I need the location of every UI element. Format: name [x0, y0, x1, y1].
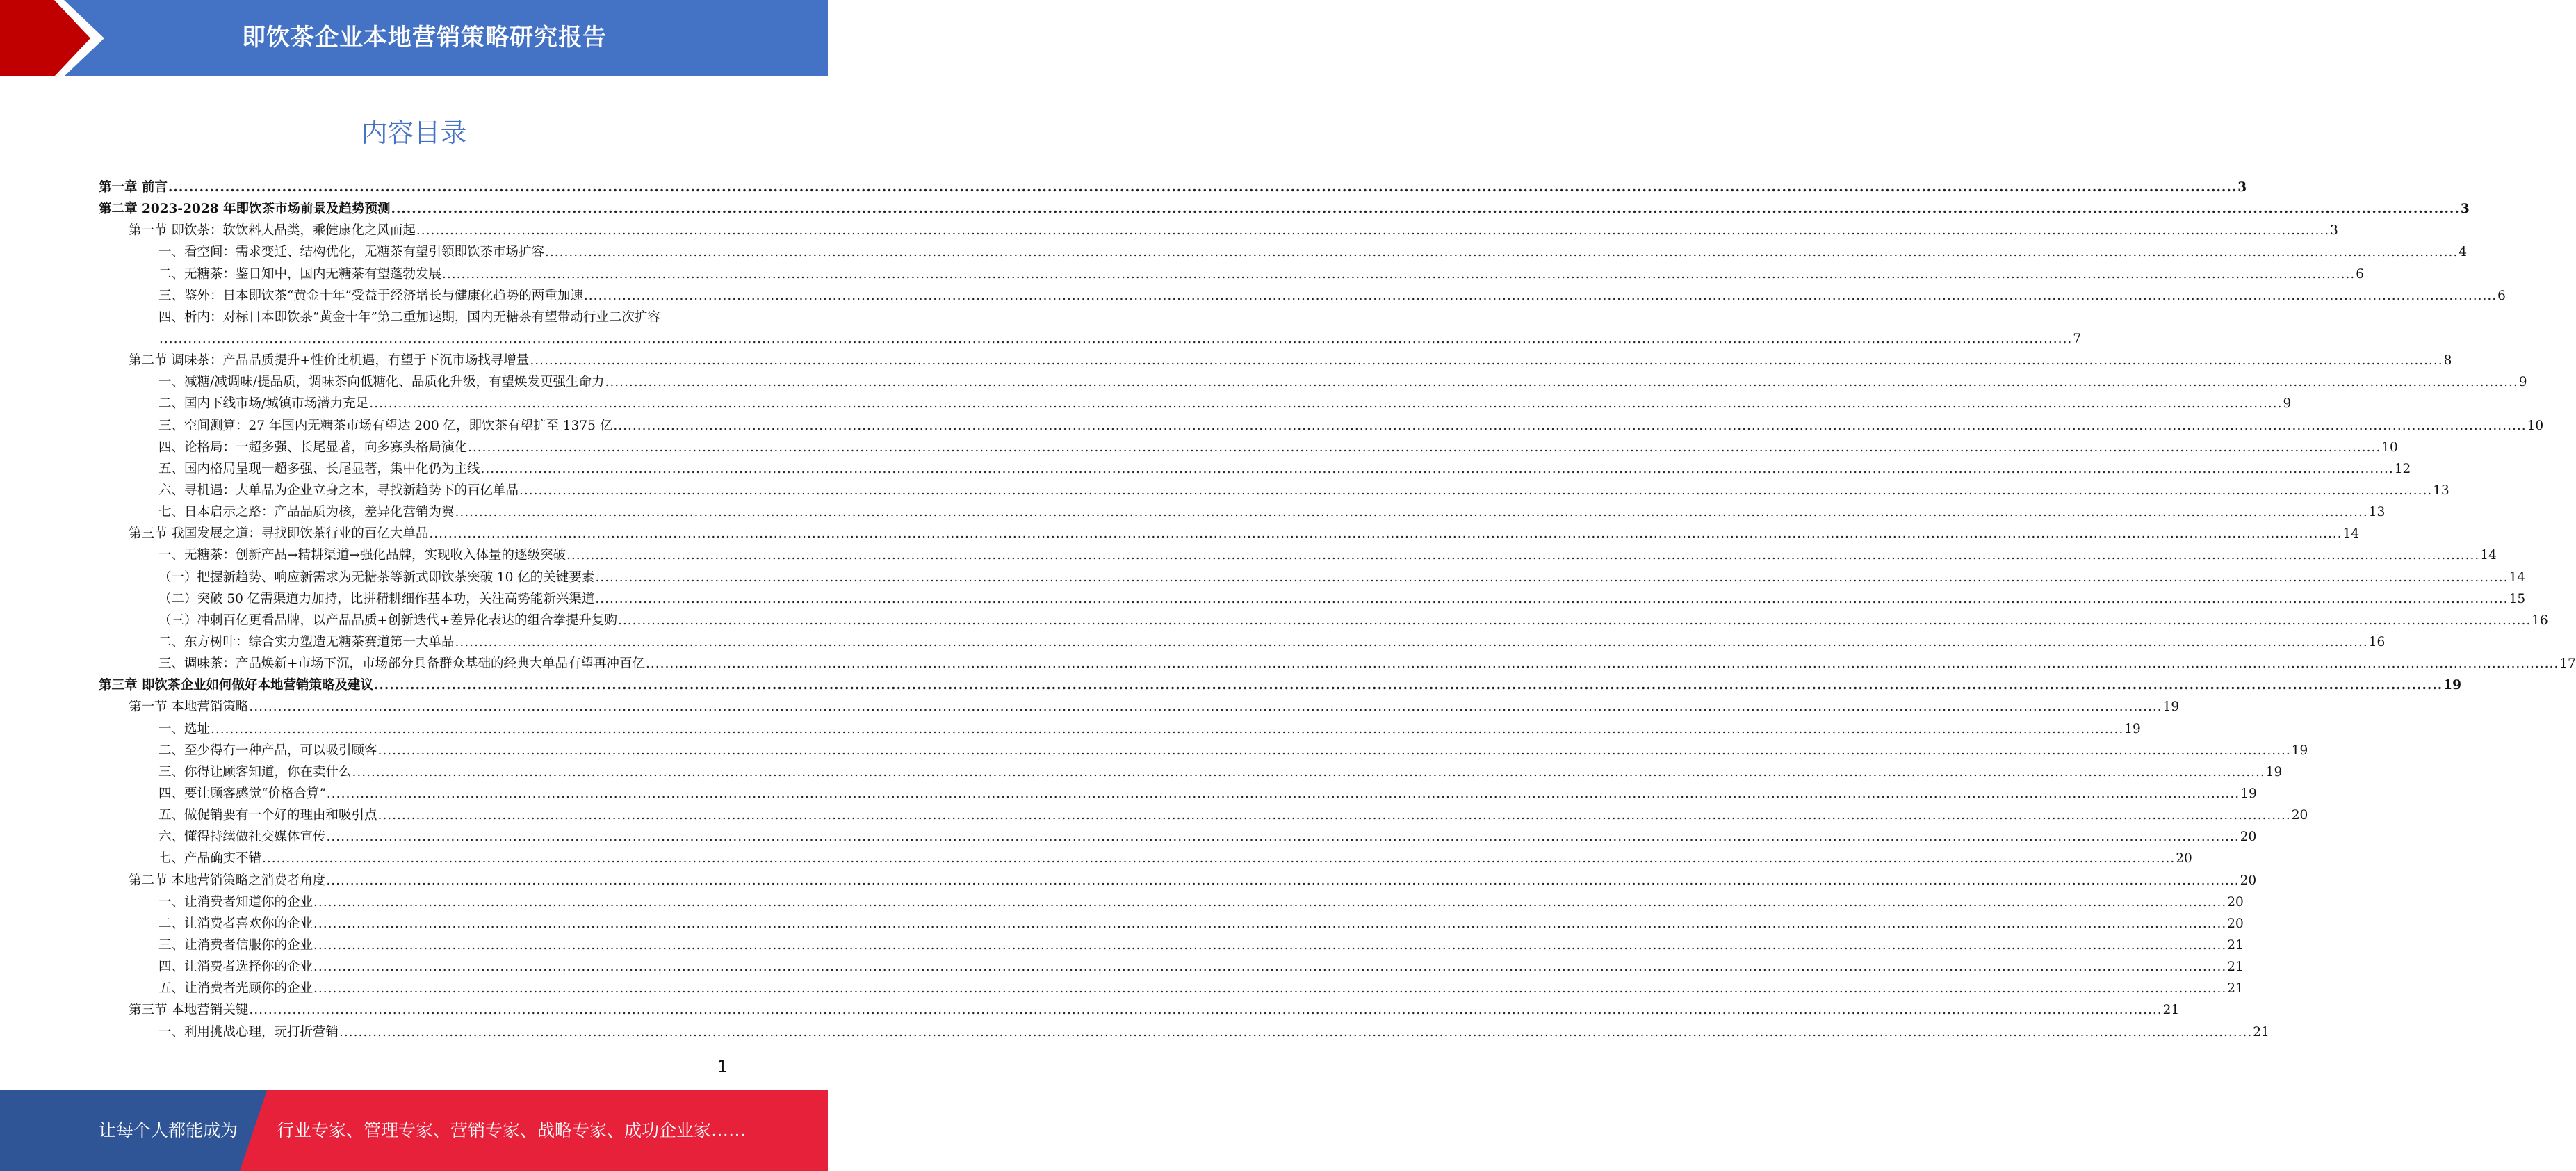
toc-entry-title: 七、日本启示之路：产品品质为核，差异化营销为翼 [158, 505, 455, 520]
toc-entry-page: 20 [2176, 851, 2192, 866]
toc-entry[interactable] [99, 740, 2308, 761]
toc-entry-title: （三）冲刺百亿更看品牌，以产品品质+创新迭代+差异化表达的组合拳提升复购 [158, 613, 618, 628]
toc-entry[interactable] [99, 177, 2247, 198]
toc-leader-dots: ................................................................................................................................................................................................................................................................................................................................................................................................................ [391, 202, 2460, 217]
toc-entry-page: 9 [2518, 375, 2527, 390]
toc-entry-page: 21 [2253, 1024, 2269, 1040]
toc-entry-title: 第二节 本地营销策略之消费者角度 [129, 873, 326, 888]
toc-entry[interactable] [99, 1021, 2269, 1043]
toc-entry-page: 20 [2227, 916, 2244, 931]
toc-entry-page: 19 [2443, 678, 2461, 693]
toc-entry-title: 第三节 本地营销关键 [129, 1003, 249, 1018]
toc-entry-page: 10 [2527, 418, 2544, 433]
toc-entry[interactable] [99, 415, 2544, 437]
footer-banner [0, 1090, 828, 1171]
toc-leader-dots: ................................................................................................................................................................................................................................................................................................................................................................................................................ [352, 764, 2265, 780]
toc-entry-title: 第二章 2023-2028 年即饮茶市场前景及趋势预测 [99, 202, 391, 217]
toc-leader-dots: ................................................................................................................................................................................................................................................................................................................................................................................................................ [326, 873, 2240, 888]
toc-entry[interactable] [99, 696, 2180, 718]
toc-entry-title: 七、产品确实不错 [158, 851, 262, 866]
toc-entry-title: 四、论格局：一超多强、长尾显著，向多寡头格局演化 [158, 439, 468, 455]
toc-entry-page: 8 [2443, 353, 2452, 369]
toc-entry-page: 13 [2368, 505, 2386, 520]
toc-entry-title: 一、让消费者知道你的企业 [158, 894, 313, 910]
toc-entry-title: 四、析内：对标日本即饮茶“黄金十年”第二重加速期，国内无糖茶有望带动行业二次扩容 [158, 309, 660, 325]
toc-leader-dots: ................................................................................................................................................................................................................................................................................................................................................................................................................ [530, 353, 2443, 369]
toc-leader-dots: ................................................................................................................................................................................................................................................................................................................................................................................................................ [618, 613, 2532, 628]
toc-entry-page: 21 [2162, 1003, 2180, 1018]
toc-entry[interactable] [99, 913, 2244, 935]
toc-entry[interactable] [99, 220, 2338, 241]
toc-entry[interactable] [99, 826, 2257, 848]
toc-entry-title: 五、国内格局呈现一超多强、长尾显著，集中化仍为主线 [158, 461, 480, 476]
toc-leader-dots: ................................................................................................................................................................................................................................................................................................................................................................................................................ [595, 570, 2509, 585]
toc-entry-title: 一、看空间：需求变迁、结构优化，无糖茶有望引领即饮茶市场扩容 [158, 245, 545, 260]
toc-entry[interactable] [99, 393, 2292, 414]
toc-entry-title: 一、减糖/减调味/提品质，调味茶向低糖化、品质化升级，有望焕发更强生命力 [158, 375, 605, 390]
toc-entry[interactable] [99, 501, 2386, 523]
footer-slogan-left: 让每个人都能成为 [99, 1120, 238, 1140]
toc-entry[interactable] [99, 264, 2365, 285]
toc-entry-title: 第一章 前言 [99, 180, 168, 195]
toc-leader-dots: ................................................................................................................................................................................................................................................................................................................................................................................................................ [583, 288, 2497, 303]
report-title: 即饮茶企业本地营销策略研究报告 [242, 24, 607, 51]
toc-entry-title: 二、东方树叶：综合实力塑造无糖茶赛道第一大单品 [158, 634, 455, 649]
toc-leader-dots: ................................................................................................................................................................................................................................................................................................................................................................................................................ [339, 1024, 2253, 1040]
toc-leader-dots: ................................................................................................................................................................................................................................................................................................................................................................................................................ [416, 223, 2330, 239]
toc-entry-title: 一、利用挑战心理，玩打折营销 [158, 1024, 339, 1040]
toc-entry-page: 20 [2240, 873, 2257, 888]
toc-entry[interactable] [99, 458, 2411, 480]
toc-leader-dots: ................................................................................................................................................................................................................................................................................................................................................................................................................ [249, 1003, 2162, 1018]
toc-entry-title: （一）把握新趋势、响应新需求为无糖茶等新式即饮茶突破 10 亿的关键要素 [158, 570, 595, 585]
toc-entry[interactable] [99, 350, 2452, 371]
toc-entry[interactable] [99, 891, 2244, 913]
toc-leader-dots: ................................................................................................................................................................................................................................................................................................................................................................................................................ [613, 418, 2527, 433]
toc-entry-page: 19 [2265, 764, 2283, 780]
toc-entry-title: 五、让消费者光顾你的企业 [158, 981, 313, 996]
toc-leader-dots: ................................................................................................................................................................................................................................................................................................................................................................................................................ [373, 678, 2443, 693]
toc-entry-page: 4 [2459, 245, 2468, 260]
toc-entry-page: 13 [2433, 483, 2449, 498]
toc-leader-dots: ................................................................................................................................................................................................................................................................................................................................................................................................................ [262, 851, 2176, 866]
toc-entry[interactable] [99, 307, 2082, 350]
toc-entry-page: 19 [2240, 786, 2257, 801]
toc-entry-page: 21 [2227, 937, 2244, 953]
toc-entry-title: 五、做促销要有一个好的理由和吸引点 [158, 808, 377, 823]
toc-entry-title: 二、至少得有一种产品，可以吸引顾客 [158, 743, 377, 758]
page-number: 1 [717, 1057, 728, 1076]
toc-entry-page: 3 [2237, 180, 2247, 195]
toc-entry[interactable] [99, 544, 2497, 566]
toc-leader-dots: ................................................................................................................................................................................................................................................................................................................................................................................................................ [313, 937, 2227, 953]
toc-entry[interactable] [99, 567, 2526, 588]
toc-entry-title: 三、让消费者信服你的企业 [158, 937, 313, 953]
toc-entry-page: 12 [2394, 461, 2411, 476]
toc-entry-page: 14 [2342, 526, 2360, 542]
toc-entry-page: 6 [2497, 288, 2506, 303]
toc-entry-page: 20 [2240, 830, 2257, 845]
toc-entry-title: （二）突破 50 亿需渠道力加持，比拼精耕细作基本功，关注高势能新兴渠道 [158, 591, 595, 606]
toc-entry[interactable] [99, 848, 2192, 869]
toc-entry[interactable] [99, 588, 2526, 610]
toc-entry-page: 3 [2330, 223, 2338, 239]
toc-entry-title: 二、让消费者喜欢你的企业 [158, 916, 313, 931]
toc-entry-page: 3 [2460, 202, 2470, 217]
toc-entry-page: 16 [2532, 613, 2548, 628]
toc-leader-dots: ................................................................................................................................................................................................................................................................................................................................................................................................................ [442, 266, 2356, 282]
toc-entry[interactable] [99, 978, 2244, 999]
toc-entry-title: 第三节 我国发展之道：寻找即饮茶行业的百亿大单品 [129, 526, 429, 542]
toc-leader-dots: ................................................................................................................................................................................................................................................................................................................................................................................................................ [377, 808, 2291, 823]
toc-entry-page: 9 [2283, 396, 2292, 412]
toc-entry[interactable] [99, 198, 2470, 220]
toc-entry-title: 第一节 本地营销策略 [129, 700, 249, 715]
toc-entry[interactable] [99, 956, 2244, 978]
toc-leader-dots: ................................................................................................................................................................................................................................................................................................................................................................................................................ [429, 526, 2342, 542]
toc-entry-page: 14 [2480, 548, 2497, 563]
toc-entry-title: 三、鉴外：日本即饮茶“黄金十年”受益于经济增长与健康化趋势的两重加速 [158, 288, 583, 303]
toc-leader-dots: ................................................................................................................................................................................................................................................................................................................................................................................................................ [168, 180, 2237, 195]
header-banner [0, 0, 828, 76]
toc-entry-title: 三、空间测算：27 年国内无糖茶市场有望达 200 亿，即饮茶有望扩至 1375 亿 [158, 418, 613, 433]
toc-entry-title: 第三章 即饮茶企业如何做好本地营销策略及建议 [99, 678, 373, 693]
toc-entry-page: 19 [2291, 743, 2308, 758]
toc-leader-dots: ................................................................................................................................................................................................................................................................................................................................................................................................................ [326, 830, 2240, 845]
toc-entry-page: 17 [2559, 656, 2576, 672]
toc-leader-dots: ................................................................................................................................................................................................................................................................................................................................................................................................................ [480, 461, 2394, 476]
toc-entry[interactable] [99, 610, 2548, 631]
toc-leader-dots: ................................................................................................................................................................................................................................................................................................................................................................................................................ [646, 656, 2559, 672]
toc-leader-dots: ................................................................................................................................................................................................................................................................................................................................................................................................................ [455, 505, 2368, 520]
toc-entry-page: 14 [2509, 570, 2526, 585]
toc-leader-dots: ................................................................................................................................................................................................................................................................................................................................................................................................................ [545, 245, 2459, 260]
toc-entry-page: 19 [2162, 700, 2180, 715]
toc-entry[interactable] [99, 761, 2283, 783]
toc-entry-title: 一、无糖茶：创新产品→精耕渠道→强化品牌，实现收入体量的逐级突破 [158, 548, 566, 563]
toc-leader-dots: ................................................................................................................................................................................................................................................................................................................................................................................................................ [605, 375, 2518, 390]
toc-leader-dots: ................................................................................................................................................................................................................................................................................................................................................................................................................ [313, 894, 2227, 910]
toc-entry-title: 第二节 调味茶：产品品质提升+性价比机遇，有望于下沉市场找寻增量 [129, 353, 530, 369]
toc-entry[interactable] [99, 783, 2257, 805]
footer-slogan-right: 行业专家、管理专家、营销专家、战略专家、成功企业家…… [277, 1120, 747, 1140]
toc-entry-title: 二、无糖茶：鉴日知中，国内无糖茶有望蓬勃发展 [158, 266, 442, 282]
toc-entry-title: 六、懂得持续做社交媒体宣传 [158, 830, 326, 845]
toc-entry-page: 21 [2227, 981, 2244, 996]
toc-entry-title: 四、让消费者选择你的企业 [158, 960, 313, 975]
toc-entry[interactable] [99, 480, 2449, 501]
toc-entry[interactable] [99, 999, 2180, 1021]
toc-entry-page: 7 [2073, 331, 2082, 346]
toc-entry[interactable] [99, 935, 2244, 956]
toc-entry[interactable] [99, 718, 2141, 740]
toc-heading: 内容目录 [361, 118, 467, 148]
toc-leader-dots: ................................................................................................................................................................................................................................................................................................................................................................................................................ [249, 700, 2162, 715]
toc-leader-dots: ................................................................................................................................................................................................................................................................................................................................................................................................................ [211, 721, 2124, 736]
toc-leader-dots: ................................................................................................................................................................................................................................................................................................................................................................................................................ [566, 548, 2480, 563]
toc-leader-dots: ................................................................................................................................................................................................................................................................................................................................................................................................................ [313, 916, 2227, 931]
toc-leader-dots: ................................................................................................................................................................................................................................................................................................................................................................................................................ [313, 981, 2227, 996]
toc-leader-dots: ................................................................................................................................................................................................................................................................................................................................................................................................................ [326, 786, 2240, 801]
toc-leader-dots: ................................................................................................................................................................................................................................................................................................................................................................................................................ [468, 439, 2381, 455]
toc-entry-page: 19 [2124, 721, 2141, 736]
toc-leader-dots: ................................................................................................................................................................................................................................................................................................................................................................................................................ [595, 591, 2509, 606]
toc-entry-title: 四、要让顾客感觉“价格合算” [158, 786, 326, 801]
toc-entry[interactable] [99, 675, 2461, 696]
toc-entry[interactable] [99, 285, 2506, 307]
toc-entry[interactable] [99, 805, 2308, 826]
toc-leader-dots: ................................................................................................................................................................................................................................................................................................................................................................................................................ [369, 396, 2283, 412]
toc-entry-title: 二、国内下线市场/城镇市场潜力充足 [158, 396, 369, 412]
toc-entry-page: 20 [2227, 894, 2244, 910]
toc-leader-dots: ................................................................................................................................................................................................................................................................................................................................................................................................................ [377, 743, 2291, 758]
toc-entry[interactable] [99, 437, 2398, 458]
toc-leader-dots: ................................................................................................................................................................................................................................................................................................................................................................................................................ [519, 483, 2433, 498]
toc-entry-page: 10 [2381, 439, 2398, 455]
toc-entry[interactable] [99, 371, 2527, 393]
toc-leader-dots: ................................................................................................................................................................................................................................................................................................................................................................................................................ [313, 960, 2227, 975]
toc-entry-page: 20 [2291, 808, 2308, 823]
toc-entry[interactable] [99, 631, 2386, 653]
toc-entry[interactable] [99, 241, 2468, 263]
toc-entry-page: 15 [2509, 591, 2526, 606]
toc-entry-page: 6 [2356, 266, 2365, 282]
toc-entry-page: 16 [2368, 634, 2386, 649]
toc-leader-dots: ................................................................................................................................................................................................................................................................................................................................................................................................................ [455, 634, 2368, 649]
toc-entry-title: 六、寻机遇：大单品为企业立身之本，寻找新趋势下的百亿单品 [158, 483, 519, 498]
toc-entry-title: 三、调味茶：产品焕新+市场下沉，市场部分具备群众基础的经典大单品有望再冲百亿 [158, 656, 646, 672]
toc-entry-title: 第一节 即饮茶：软饮料大品类，乘健康化之风而起 [129, 223, 416, 239]
toc-entry[interactable] [99, 523, 2360, 544]
table-of-contents [99, 177, 2576, 1043]
toc-entry-page: 21 [2227, 960, 2244, 975]
toc-entry[interactable] [99, 653, 2576, 675]
toc-entry-title: 三、你得让顾客知道，你在卖什么 [158, 764, 352, 780]
toc-leader-dots: ................................................................................................................................................................................................................................................................................................................................................................................................................ [159, 331, 2073, 346]
toc-entry-title: 一、选址 [158, 721, 211, 736]
toc-entry[interactable] [99, 870, 2257, 891]
